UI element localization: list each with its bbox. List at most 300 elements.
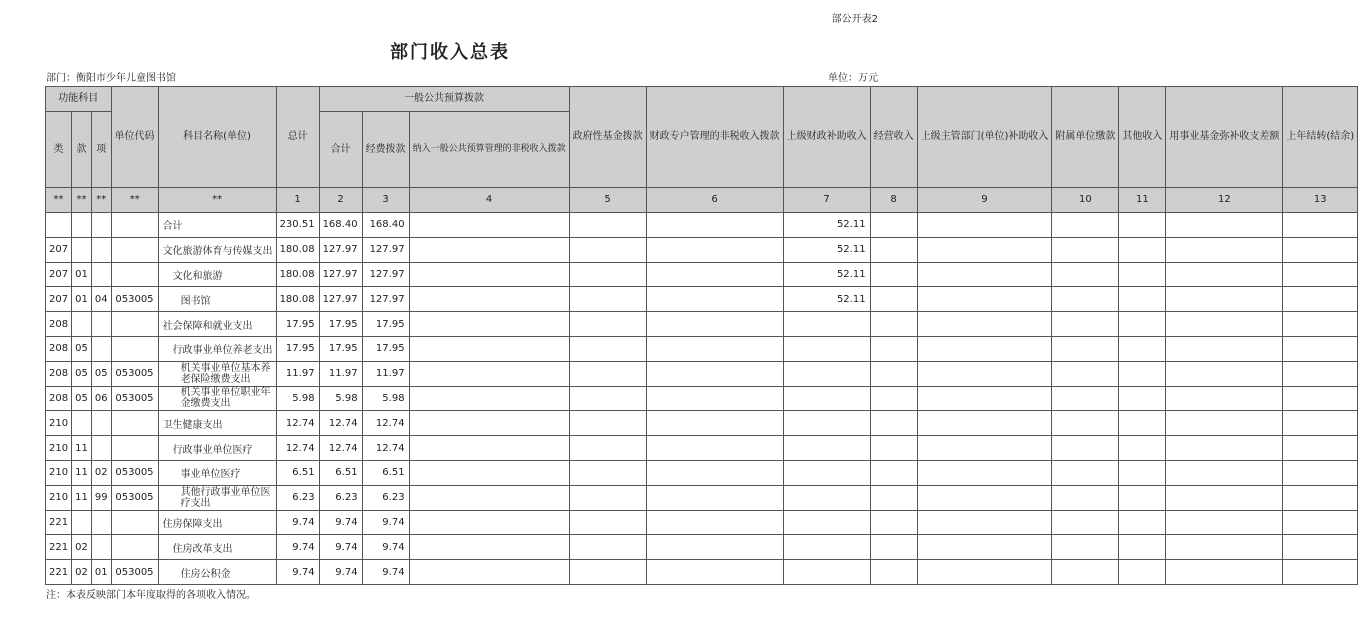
xiang-header: 项: [91, 112, 111, 188]
lei-cell: 208: [46, 386, 72, 411]
business-income-cell: [870, 535, 917, 560]
mark-cell: **: [111, 188, 158, 213]
xiang-cell: [91, 312, 111, 337]
unit-code-cell: 053005: [111, 460, 158, 485]
upper-subsidy-cell: 52.11: [783, 287, 870, 312]
total-cell: 5.98: [276, 386, 319, 411]
total-cell: 180.08: [276, 237, 319, 262]
gov-fund-cell: [569, 436, 646, 461]
sub-total-cell: 127.97: [319, 287, 362, 312]
lei-cell: 221: [46, 535, 72, 560]
subject-name-cell: 行政事业单位养老支出: [158, 336, 276, 361]
subject-name-cell: 文化和旅游: [158, 262, 276, 287]
reserve-fund-cell: [1166, 336, 1283, 361]
fiscal-special-cell: [646, 237, 783, 262]
reserve-fund-cell: [1166, 213, 1283, 238]
funds-alloc-cell: 17.95: [362, 336, 409, 361]
unit-code-cell: [111, 336, 158, 361]
carryover-cell: [1283, 535, 1358, 560]
funds-alloc-cell: 5.98: [362, 386, 409, 411]
xiang-cell: [91, 336, 111, 361]
upper-dept-subsidy-cell: [917, 287, 1052, 312]
carryover-header: 上年结转(结余): [1283, 87, 1358, 188]
sub-total-cell: 12.74: [319, 411, 362, 436]
unit-code-cell: [111, 510, 158, 535]
upper-dept-subsidy-cell: [917, 213, 1052, 238]
gov-fund-cell: [569, 460, 646, 485]
funds-alloc-cell: 127.97: [362, 237, 409, 262]
total-cell: 9.74: [276, 535, 319, 560]
kuan-header: 款: [72, 112, 92, 188]
xiang-cell: 02: [91, 460, 111, 485]
unit-code-cell: 053005: [111, 560, 158, 585]
affiliated-cell: [1052, 386, 1119, 411]
upper-dept-subsidy-cell: [917, 262, 1052, 287]
fiscal-special-cell: [646, 560, 783, 585]
business-income-header: 经营收入: [870, 87, 917, 188]
kuan-cell: 11: [72, 460, 92, 485]
nontax-income-cell: [409, 485, 569, 510]
lei-cell: 207: [46, 237, 72, 262]
total-cell: 9.74: [276, 560, 319, 585]
upper-dept-subsidy-cell: [917, 361, 1052, 386]
reserve-fund-cell: [1166, 237, 1283, 262]
other-income-cell: [1119, 336, 1166, 361]
kuan-cell: [72, 510, 92, 535]
subject-name-cell: 图书馆: [158, 287, 276, 312]
upper-subsidy-cell: 52.11: [783, 262, 870, 287]
sub-total-cell: 168.40: [319, 213, 362, 238]
form-code: 部公开表2: [831, 14, 878, 25]
subject-name-cell: 住房保障支出: [158, 510, 276, 535]
upper-subsidy-header: 上级财政补助收入: [783, 87, 870, 188]
other-income-cell: [1119, 436, 1166, 461]
reserve-fund-cell: [1166, 287, 1283, 312]
funds-alloc-cell: 9.74: [362, 560, 409, 585]
upper-subsidy-cell: [783, 312, 870, 337]
table-row: [46, 386, 1358, 411]
table-row: [46, 336, 1358, 361]
table-row: [46, 560, 1358, 585]
sub-total-cell: 9.74: [319, 535, 362, 560]
affiliated-cell: [1052, 336, 1119, 361]
upper-subsidy-cell: [783, 560, 870, 585]
fiscal-special-cell: [646, 510, 783, 535]
col-number: 12: [1166, 188, 1283, 213]
subject-name-cell: 事业单位医疗: [158, 460, 276, 485]
reserve-fund-cell: [1166, 460, 1283, 485]
sub-total-cell: 12.74: [319, 436, 362, 461]
kuan-cell: 05: [72, 361, 92, 386]
gov-fund-cell: [569, 237, 646, 262]
upper-subsidy-cell: [783, 361, 870, 386]
other-income-cell: [1119, 560, 1166, 585]
fiscal-special-cell: [646, 535, 783, 560]
nontax-income-cell: [409, 510, 569, 535]
sub-total-cell: 127.97: [319, 262, 362, 287]
unit-code-cell: [111, 237, 158, 262]
nontax-income-header: 纳入一般公共预算管理的非税收入拨款: [409, 112, 569, 188]
gov-fund-cell: [569, 287, 646, 312]
funds-alloc-cell: 9.74: [362, 510, 409, 535]
nontax-income-cell: [409, 213, 569, 238]
other-income-cell: [1119, 262, 1166, 287]
carryover-cell: [1283, 460, 1358, 485]
general-budget-header: 一般公共预算拨款: [319, 87, 569, 112]
total-cell: 11.97: [276, 361, 319, 386]
total-header: 总计: [276, 87, 319, 188]
col-number: 8: [870, 188, 917, 213]
kuan-cell: [72, 213, 92, 238]
business-income-cell: [870, 436, 917, 461]
upper-dept-subsidy-cell: [917, 560, 1052, 585]
business-income-cell: [870, 361, 917, 386]
upper-dept-subsidy-cell: [917, 237, 1052, 262]
upper-subsidy-cell: [783, 460, 870, 485]
lei-cell: 210: [46, 485, 72, 510]
sub-total-cell: 11.97: [319, 361, 362, 386]
business-income-cell: [870, 237, 917, 262]
upper-subsidy-cell: 52.11: [783, 213, 870, 238]
carryover-cell: [1283, 287, 1358, 312]
unit-code-cell: [111, 411, 158, 436]
upper-subsidy-cell: [783, 336, 870, 361]
lei-cell: 207: [46, 262, 72, 287]
department-label: 部门：衡阳市少年儿童图书馆: [46, 73, 176, 84]
lei-cell: 207: [46, 287, 72, 312]
total-cell: 12.74: [276, 411, 319, 436]
nontax-income-cell: [409, 460, 569, 485]
subject-name-cell: 合计: [158, 213, 276, 238]
lei-cell: 208: [46, 312, 72, 337]
kuan-cell: 11: [72, 485, 92, 510]
reserve-fund-cell: [1166, 510, 1283, 535]
total-cell: 180.08: [276, 287, 319, 312]
gov-fund-cell: [569, 312, 646, 337]
affiliated-cell: [1052, 510, 1119, 535]
total-cell: 6.51: [276, 460, 319, 485]
total-cell: 230.51: [276, 213, 319, 238]
kuan-cell: [72, 237, 92, 262]
reserve-fund-cell: [1166, 262, 1283, 287]
total-cell: 6.23: [276, 485, 319, 510]
table-row: [46, 312, 1358, 337]
carryover-cell: [1283, 312, 1358, 337]
sub-total-cell: 6.51: [319, 460, 362, 485]
affiliated-cell: [1052, 535, 1119, 560]
table-row: [46, 213, 1358, 238]
table-row: [46, 460, 1358, 485]
table-body: [46, 213, 1358, 585]
business-income-cell: [870, 510, 917, 535]
unit-code-cell: 053005: [111, 386, 158, 411]
kuan-cell: 05: [72, 386, 92, 411]
mark-cell: **: [91, 188, 111, 213]
nontax-income-cell: [409, 312, 569, 337]
sub-total-header: 合计: [319, 112, 362, 188]
col-number: 10: [1052, 188, 1119, 213]
xiang-cell: [91, 262, 111, 287]
reserve-fund-cell: [1166, 436, 1283, 461]
affiliated-header: 附属单位缴款: [1052, 87, 1119, 188]
sub-total-cell: 6.23: [319, 485, 362, 510]
affiliated-cell: [1052, 213, 1119, 238]
unit-code-cell: 053005: [111, 485, 158, 510]
upper-dept-subsidy-cell: [917, 535, 1052, 560]
business-income-cell: [870, 262, 917, 287]
fiscal-special-cell: [646, 485, 783, 510]
unit-code-cell: 053005: [111, 361, 158, 386]
other-income-cell: [1119, 411, 1166, 436]
other-income-cell: [1119, 237, 1166, 262]
gov-fund-cell: [569, 213, 646, 238]
other-income-cell: [1119, 213, 1166, 238]
lei-cell: 210: [46, 436, 72, 461]
other-income-cell: [1119, 460, 1166, 485]
funds-alloc-cell: 12.74: [362, 411, 409, 436]
nontax-income-cell: [409, 386, 569, 411]
gov-fund-cell: [569, 411, 646, 436]
fiscal-special-cell: [646, 287, 783, 312]
fiscal-special-cell: [646, 460, 783, 485]
kuan-cell: [72, 312, 92, 337]
affiliated-cell: [1052, 560, 1119, 585]
unit-code-cell: [111, 312, 158, 337]
fiscal-special-header: 财政专户管理的非税收入拨款: [646, 87, 783, 188]
nontax-income-cell: [409, 336, 569, 361]
unit-code-cell: 053005: [111, 287, 158, 312]
mark-cell: **: [158, 188, 276, 213]
unit-code-cell: [111, 436, 158, 461]
affiliated-cell: [1052, 485, 1119, 510]
carryover-cell: [1283, 386, 1358, 411]
total-cell: 17.95: [276, 312, 319, 337]
fiscal-special-cell: [646, 386, 783, 411]
carryover-cell: [1283, 361, 1358, 386]
unit-code-cell: [111, 262, 158, 287]
gov-fund-cell: [569, 485, 646, 510]
total-cell: 12.74: [276, 436, 319, 461]
kuan-cell: 11: [72, 436, 92, 461]
func-subject-header: 功能科目: [46, 87, 112, 112]
nontax-income-cell: [409, 361, 569, 386]
col-number: 7: [783, 188, 870, 213]
affiliated-cell: [1052, 361, 1119, 386]
business-income-cell: [870, 485, 917, 510]
reserve-fund-cell: [1166, 535, 1283, 560]
subject-name-cell: 文化旅游体育与传媒支出: [158, 237, 276, 262]
col-number: 6: [646, 188, 783, 213]
fiscal-special-cell: [646, 336, 783, 361]
gov-fund-cell: [569, 560, 646, 585]
gov-fund-cell: [569, 510, 646, 535]
reserve-fund-cell: [1166, 386, 1283, 411]
kuan-cell: 01: [72, 287, 92, 312]
funds-alloc-cell: 127.97: [362, 287, 409, 312]
subject-name-cell: 机关事业单位基本养老保险缴费支出: [158, 361, 276, 386]
reserve-fund-cell: [1166, 560, 1283, 585]
nontax-income-cell: [409, 411, 569, 436]
gov-fund-cell: [569, 386, 646, 411]
affiliated-cell: [1052, 262, 1119, 287]
lei-cell: 221: [46, 560, 72, 585]
col-number: 2: [319, 188, 362, 213]
upper-subsidy-cell: [783, 386, 870, 411]
affiliated-cell: [1052, 237, 1119, 262]
xiang-cell: 01: [91, 560, 111, 585]
xiang-cell: 05: [91, 361, 111, 386]
affiliated-cell: [1052, 312, 1119, 337]
col-number: 11: [1119, 188, 1166, 213]
business-income-cell: [870, 336, 917, 361]
kuan-cell: 01: [72, 262, 92, 287]
table-row: [46, 361, 1358, 386]
total-cell: 17.95: [276, 336, 319, 361]
upper-dept-subsidy-cell: [917, 336, 1052, 361]
table-row: [46, 411, 1358, 436]
subject-name-cell: 其他行政事业单位医疗支出: [158, 485, 276, 510]
mark-cell: **: [46, 188, 72, 213]
other-income-cell: [1119, 361, 1166, 386]
xiang-cell: 99: [91, 485, 111, 510]
subject-name-header: 科目名称(单位): [158, 87, 276, 188]
footnote: 注：本表反映部门本年度取得的各项收入情况。: [46, 590, 256, 601]
nontax-income-cell: [409, 287, 569, 312]
sub-total-cell: 127.97: [319, 237, 362, 262]
lei-cell: 210: [46, 411, 72, 436]
subject-name-cell: 住房改革支出: [158, 535, 276, 560]
table-row: [46, 436, 1358, 461]
xiang-cell: [91, 237, 111, 262]
gov-fund-cell: [569, 336, 646, 361]
funds-alloc-cell: 127.97: [362, 262, 409, 287]
funds-alloc-cell: 9.74: [362, 535, 409, 560]
kuan-cell: 02: [72, 560, 92, 585]
affiliated-cell: [1052, 411, 1119, 436]
upper-subsidy-cell: [783, 411, 870, 436]
upper-subsidy-cell: [783, 485, 870, 510]
upper-subsidy-cell: [783, 535, 870, 560]
nontax-income-cell: [409, 436, 569, 461]
col-number: 3: [362, 188, 409, 213]
other-income-cell: [1119, 485, 1166, 510]
lei-header: 类: [46, 112, 72, 188]
subject-name-cell: 卫生健康支出: [158, 411, 276, 436]
funds-alloc-header: 经费拨款: [362, 112, 409, 188]
col-number: 9: [917, 188, 1052, 213]
funds-alloc-cell: 17.95: [362, 312, 409, 337]
carryover-cell: [1283, 336, 1358, 361]
funds-alloc-cell: 6.23: [362, 485, 409, 510]
upper-dept-subsidy-cell: [917, 411, 1052, 436]
reserve-fund-cell: [1166, 361, 1283, 386]
carryover-cell: [1283, 262, 1358, 287]
upper-dept-subsidy-header: 上级主管部门(单位)补助收入: [917, 87, 1052, 188]
gov-fund-cell: [569, 361, 646, 386]
sub-total-cell: 17.95: [319, 312, 362, 337]
carryover-cell: [1283, 411, 1358, 436]
xiang-cell: [91, 535, 111, 560]
reserve-fund-header: 用事业基金弥补收支差额: [1166, 87, 1283, 188]
sub-total-cell: 9.74: [319, 560, 362, 585]
fiscal-special-cell: [646, 262, 783, 287]
funds-alloc-cell: 11.97: [362, 361, 409, 386]
lei-cell: 221: [46, 510, 72, 535]
table-row: [46, 237, 1358, 262]
fiscal-special-cell: [646, 312, 783, 337]
reserve-fund-cell: [1166, 485, 1283, 510]
other-income-cell: [1119, 386, 1166, 411]
upper-subsidy-cell: 52.11: [783, 237, 870, 262]
fiscal-special-cell: [646, 436, 783, 461]
sub-total-cell: 17.95: [319, 336, 362, 361]
upper-dept-subsidy-cell: [917, 312, 1052, 337]
mark-cell: **: [72, 188, 92, 213]
upper-dept-subsidy-cell: [917, 460, 1052, 485]
total-cell: 180.08: [276, 262, 319, 287]
xiang-cell: [91, 213, 111, 238]
nontax-income-cell: [409, 535, 569, 560]
gov-fund-header: 政府性基金拨款: [569, 87, 646, 188]
income-table: [45, 86, 1358, 585]
unit-label: 单位：万元: [828, 73, 878, 84]
other-income-header: 其他收入: [1119, 87, 1166, 188]
funds-alloc-cell: 12.74: [362, 436, 409, 461]
subject-name-cell: 行政事业单位医疗: [158, 436, 276, 461]
col-number: 4: [409, 188, 569, 213]
xiang-cell: [91, 411, 111, 436]
other-income-cell: [1119, 510, 1166, 535]
business-income-cell: [870, 312, 917, 337]
funds-alloc-cell: 6.51: [362, 460, 409, 485]
kuan-cell: [72, 411, 92, 436]
carryover-cell: [1283, 485, 1358, 510]
carryover-cell: [1283, 237, 1358, 262]
table-row: [46, 287, 1358, 312]
carryover-cell: [1283, 510, 1358, 535]
business-income-cell: [870, 560, 917, 585]
table-row: [46, 262, 1358, 287]
carryover-cell: [1283, 213, 1358, 238]
nontax-income-cell: [409, 262, 569, 287]
reserve-fund-cell: [1166, 411, 1283, 436]
upper-dept-subsidy-cell: [917, 436, 1052, 461]
col-number: 5: [569, 188, 646, 213]
lei-cell: 208: [46, 336, 72, 361]
affiliated-cell: [1052, 460, 1119, 485]
table-row: [46, 535, 1358, 560]
fiscal-special-cell: [646, 411, 783, 436]
nontax-income-cell: [409, 237, 569, 262]
subject-name-cell: 住房公积金: [158, 560, 276, 585]
kuan-cell: 05: [72, 336, 92, 361]
unit-code-cell: [111, 535, 158, 560]
upper-subsidy-cell: [783, 510, 870, 535]
business-income-cell: [870, 460, 917, 485]
fiscal-special-cell: [646, 213, 783, 238]
fiscal-special-cell: [646, 361, 783, 386]
upper-dept-subsidy-cell: [917, 485, 1052, 510]
xiang-cell: 06: [91, 386, 111, 411]
nontax-income-cell: [409, 560, 569, 585]
total-cell: 9.74: [276, 510, 319, 535]
xiang-cell: [91, 510, 111, 535]
xiang-cell: 04: [91, 287, 111, 312]
xiang-cell: [91, 436, 111, 461]
lei-cell: 210: [46, 460, 72, 485]
col-number: 1: [276, 188, 319, 213]
upper-dept-subsidy-cell: [917, 510, 1052, 535]
